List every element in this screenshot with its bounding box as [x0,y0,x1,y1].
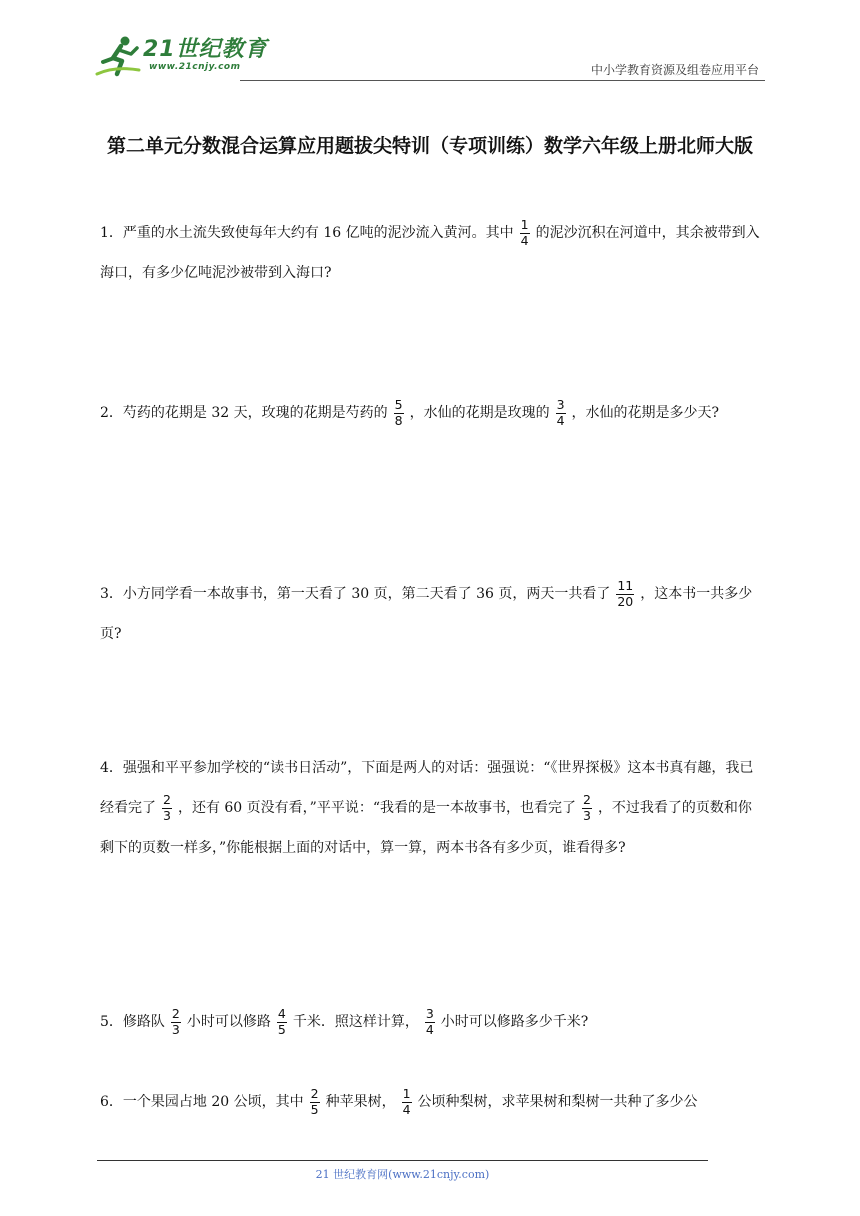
denominator: 5 [277,1021,286,1037]
footer-divider [97,1160,708,1161]
denominator: 20 [617,593,634,609]
question-6 [100,1082,762,1122]
question-text: 千米．照这样计算， [292,1014,419,1030]
numerator: 2 [163,792,171,807]
numerator: 11 [617,578,634,593]
fraction [171,1008,181,1036]
fraction [394,399,404,427]
fraction [582,794,592,822]
question-text: 的泥沙沉积在河道中，其余被带到入海口，有多少亿吨泥沙被带到入海口? [100,225,760,281]
question-number: 2． [100,405,123,421]
document-title: 第二单元分数混合运算应用题拔尖特训（专项训练）数学六年级上册北师大版 [106,135,753,157]
numerator: 3 [425,1006,434,1021]
fraction [425,1008,435,1036]
denominator: 3 [582,807,591,823]
fraction [310,1088,320,1116]
denominator: 8 [394,412,403,428]
question-text: 芍药的花期是 32 天，玫瑰的花期是芍药的 [122,405,388,421]
question-text: 修路队 [122,1014,165,1030]
fraction [162,794,172,822]
question-text: ，水仙的花期是多少天? [571,405,720,421]
denominator: 5 [310,1101,319,1117]
question-4 [100,748,762,868]
denominator: 4 [520,232,529,248]
question-1 [100,213,762,293]
fraction [520,219,530,247]
logo [95,34,268,80]
fraction [402,1088,412,1116]
denominator: 4 [402,1101,411,1117]
denominator: 3 [171,1021,180,1037]
question-3 [100,574,762,654]
denominator: 4 [425,1021,434,1037]
logo-url: www.21cnjy.com [149,62,241,72]
numerator: 2 [310,1086,319,1101]
numerator: 2 [582,792,591,807]
question-number: 5． [100,1014,123,1030]
question-number: 3． [100,586,123,602]
question-text: ，还有 60 页没有看，”平平说：“我看的是一本故事书，也看完了 [177,800,576,816]
question-text: 小时可以修路多少千米? [440,1014,589,1030]
platform-tagline: 中小学教育资源及组卷应用平台 [590,63,759,77]
question-5 [100,1002,762,1042]
question-text: 小方同学看一本故事书，第一天看了 30 页，第二天看了 36 页，两天一共看了 [122,586,611,602]
question-number: 6． [100,1094,123,1110]
runner-logo-icon [95,34,141,80]
footer-link[interactable]: 21 世纪教育网(www.21cnjy.com) [315,1168,490,1181]
question-text: 强强和平平参加学校的“读书日活动”，下面是两人的对话：强强说：“《世界探极》这本书真有趣，我已经看完了 [100,760,754,816]
question-number: 4． [100,760,123,776]
fraction [556,399,566,427]
numerator: 4 [277,1006,286,1021]
question-text: ，这本书一共多少页? [100,586,753,642]
numerator: 1 [402,1086,411,1101]
question-text: 公顷种梨树，求苹果树和梨树一共种了多少公 [417,1094,698,1110]
denominator: 4 [556,412,565,428]
page-header [95,30,765,82]
numerator: 2 [171,1006,180,1021]
denominator: 3 [163,807,171,823]
question-text: 一个果园占地 20 公顷，其中 [122,1094,304,1110]
question-number: 1． [100,225,123,241]
numerator: 3 [556,397,565,412]
question-text: ，不过我看了的页数和你剩下的页数一样多，”你能根据上面的对话中，算一算，两本书各有多少页，谁看得多? [100,800,752,856]
header-divider [240,80,765,81]
numerator: 5 [394,397,403,412]
question-text: 严重的水土流失致使每年大约有 16 亿吨的泥沙流入黄河。其中 [122,225,514,241]
fraction [277,1008,287,1036]
logo-text: 21世纪教育 [143,37,268,62]
question-text: 小时可以修路 [186,1014,271,1030]
question-2 [100,393,762,433]
question-text: ，水仙的花期是玫瑰的 [409,405,550,421]
fraction [616,580,634,608]
question-text: 种苹果树， [325,1094,396,1110]
numerator: 1 [520,217,529,232]
